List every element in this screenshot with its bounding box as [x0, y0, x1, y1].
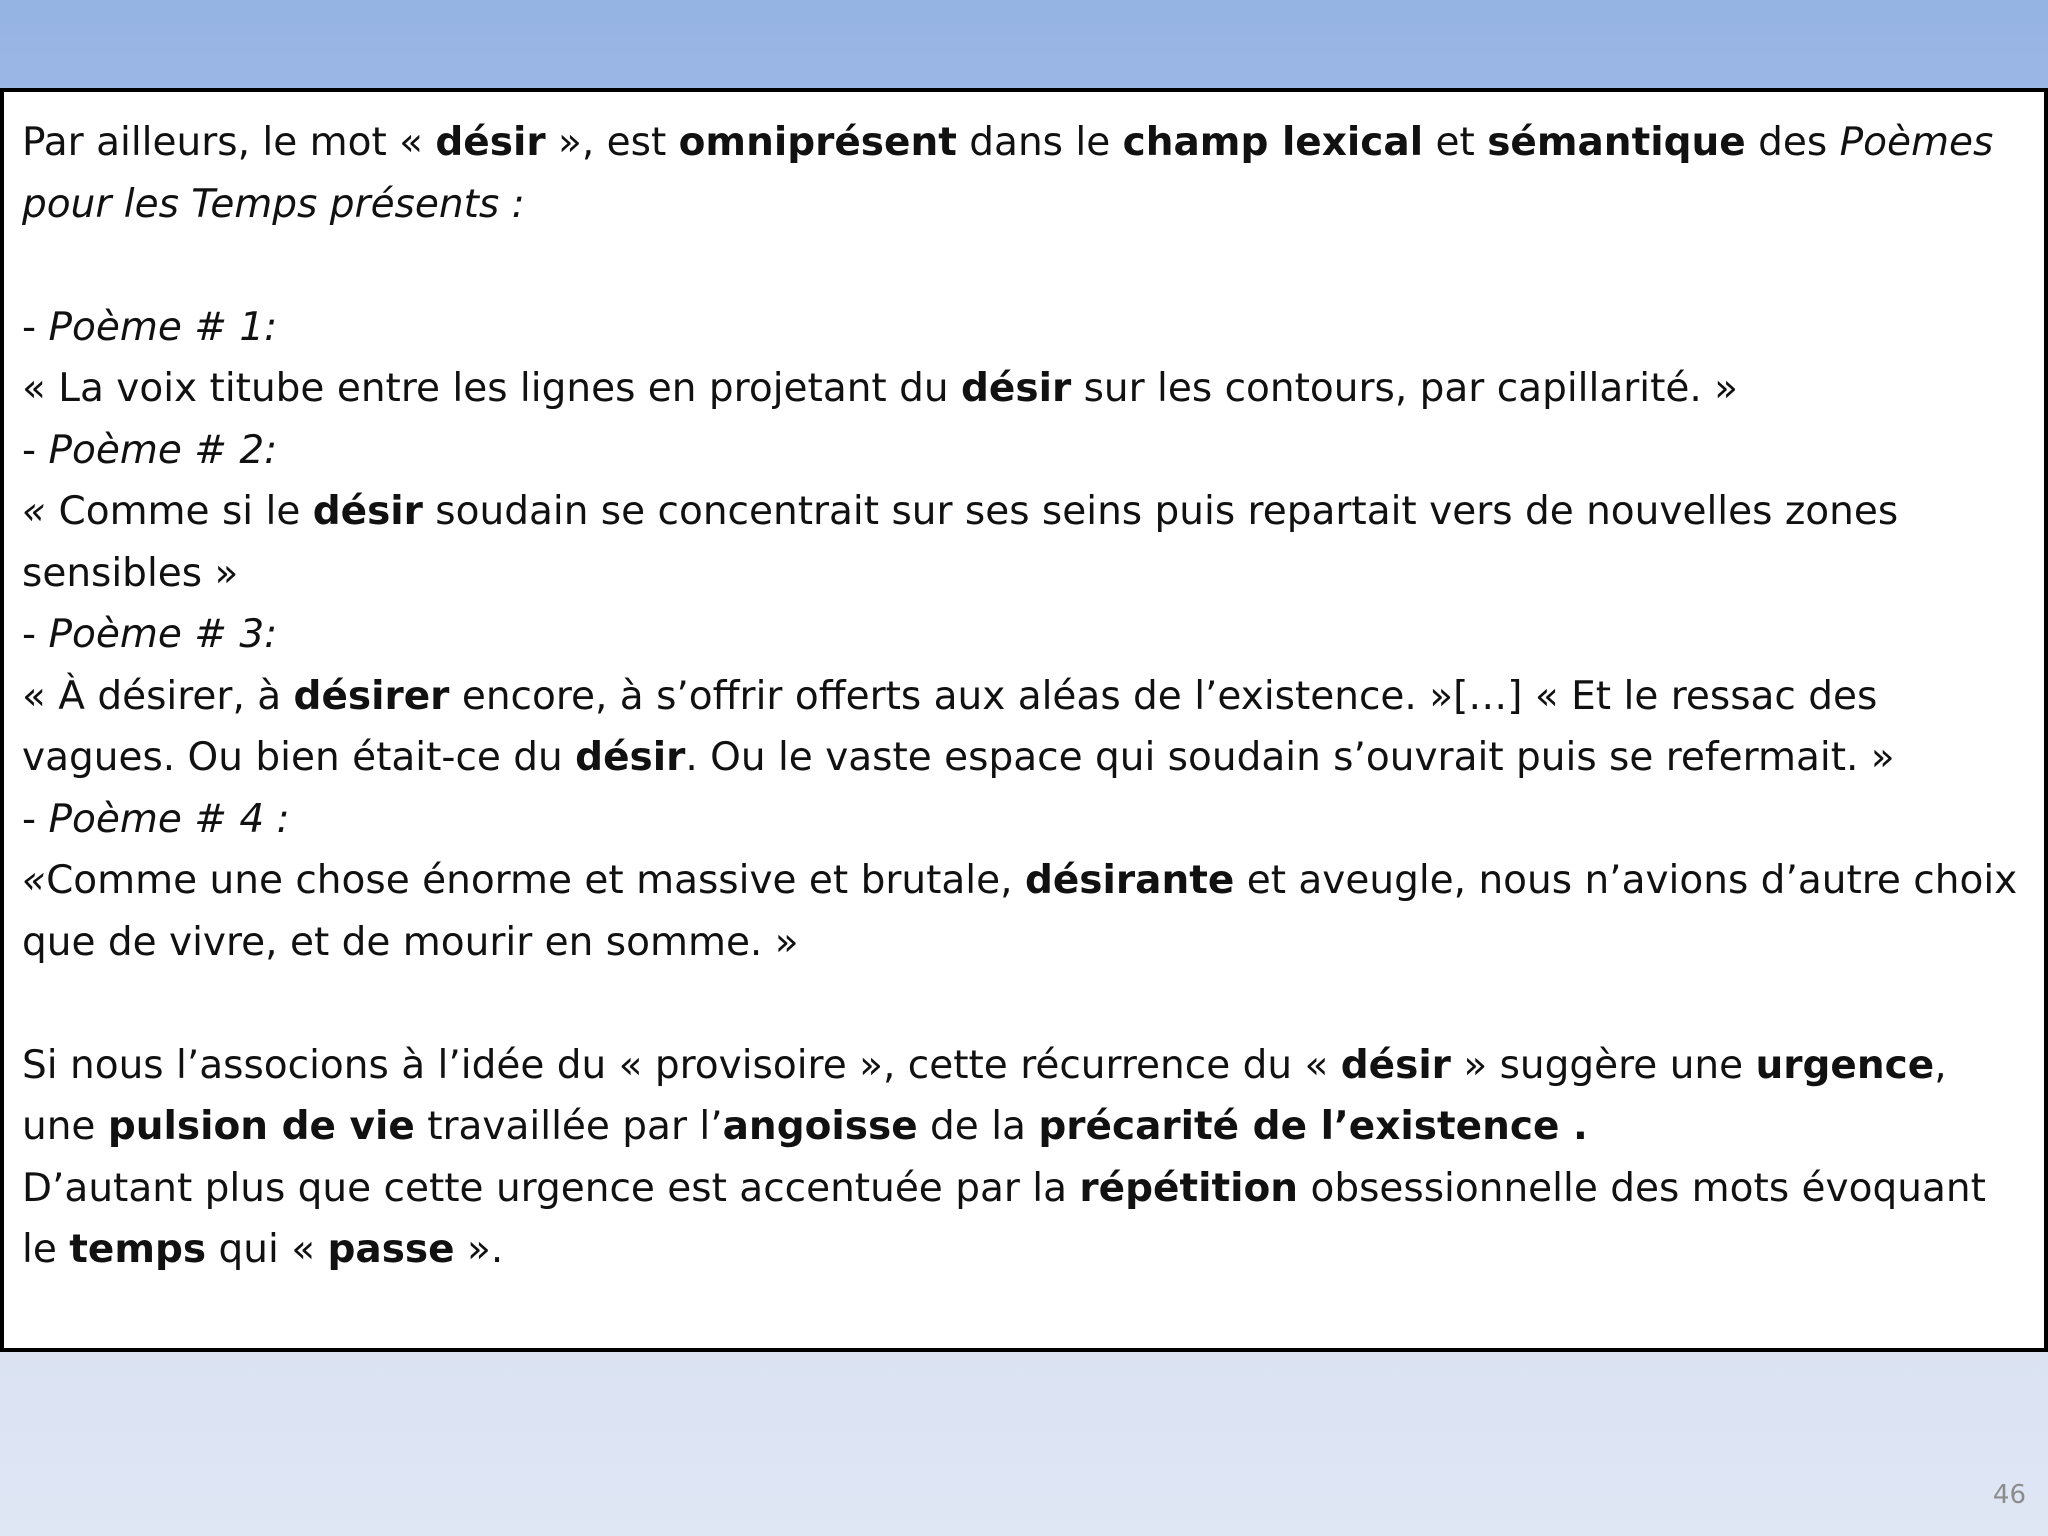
keyword-omnipresent: omniprésent: [678, 120, 957, 165]
poem-heading: Poème # 2:: [48, 427, 278, 473]
list-dash: -: [22, 612, 49, 657]
final-paragraph: [22, 1158, 2026, 1281]
keyword-desirante: désirante: [1024, 858, 1235, 903]
keyword-desir: désir: [575, 735, 686, 780]
list-dash: -: [22, 427, 49, 473]
conclusion-text: » suggère une: [1450, 1042, 1756, 1088]
poem-heading: Poème # 1:: [48, 304, 278, 350]
keyword-precarite: précarité de l’existence .: [1038, 1104, 1588, 1149]
spacer: [22, 235, 2026, 297]
poem4-heading: [22, 789, 2026, 851]
keyword-desir: désir: [961, 366, 1072, 411]
quote-text: « À désirer, à: [22, 673, 294, 719]
keyword-desir: désir: [1340, 1042, 1451, 1088]
poem2-heading: [22, 420, 2026, 482]
poem-heading: Poème # 4 :: [48, 796, 290, 842]
conclusion-text: travaillée par l’: [414, 1104, 723, 1149]
keyword-desir: désir: [435, 120, 546, 165]
conclusion-text: Si nous l’associons à l’idée du « provisoire », cette récurrence du «: [22, 1042, 1341, 1088]
poem3-quote: [22, 666, 2026, 789]
keyword-champ-lexical: champ lexical: [1122, 120, 1424, 165]
list-dash: -: [22, 796, 49, 842]
poem4-quote: [22, 850, 2026, 973]
page-number: 46: [1992, 1480, 2026, 1510]
conclusion-text: obsessionnelle des mots évoquant le: [22, 1165, 1986, 1272]
conclusion-text: D’autant plus que cette urgence est accentuée par la: [22, 1165, 1080, 1211]
conclusion-text: de la: [917, 1104, 1039, 1149]
intro-text: Par ailleurs, le mot «: [22, 120, 436, 165]
list-dash: -: [22, 304, 49, 350]
intro-text: », est: [545, 120, 679, 165]
poem2-quote: [22, 481, 2026, 604]
quote-mark: «: [22, 858, 47, 903]
conclusion-text: qui «: [206, 1227, 328, 1272]
quote-mark: «: [22, 489, 47, 534]
conclusion-text: ».: [454, 1227, 504, 1272]
quote-text: sur les contours, par capillarité. »: [1071, 366, 1739, 411]
book-title: Poèmes pour les Temps présents :: [22, 120, 1994, 227]
intro-text: dans le: [956, 120, 1123, 165]
keyword-repetition: répétition: [1079, 1165, 1299, 1211]
quote-text: « La voix titube entre les lignes en projetant du: [22, 366, 961, 411]
slide-text-box: [0, 88, 2048, 1352]
conclusion-paragraph: [22, 1035, 2026, 1158]
quote-text: encore, à s’offrir offerts aux aléas de l’existence. »[…] « Et le ressac des vagues. Ou bien était-ce du: [22, 673, 1878, 780]
keyword-passe: passe: [327, 1227, 455, 1272]
conclusion-text: , une: [22, 1042, 1947, 1149]
intro-text: et: [1423, 120, 1488, 165]
quote-text: soudain se concentrait sur ses seins puis repartait vers de nouvelles zones sensibles »: [22, 489, 1899, 596]
intro-paragraph: [22, 112, 2026, 235]
keyword-desirer: désirer: [293, 673, 450, 719]
quote-text: Comme si le: [46, 489, 313, 534]
quote-text: . Ou le vaste espace qui soudain s’ouvrait puis se refermait. »: [685, 735, 1895, 780]
keyword-desir: désir: [312, 489, 423, 534]
quote-text: Comme une chose énorme et massive et brutale,: [46, 858, 1025, 903]
keyword-pulsion-de-vie: pulsion de vie: [107, 1104, 415, 1149]
keyword-temps: temps: [69, 1227, 207, 1272]
poem1-quote: [22, 358, 2026, 420]
poem1-heading: [22, 297, 2026, 359]
poem3-heading: [22, 604, 2026, 666]
poem-heading: Poème # 3:: [48, 612, 278, 657]
spacer: [22, 973, 2026, 1035]
intro-text: des: [1745, 120, 1840, 165]
keyword-urgence: urgence: [1755, 1042, 1935, 1088]
keyword-semantique: sémantique: [1487, 120, 1746, 165]
quote-text: et aveugle, nous n’avions d’autre choix que de vivre, et de mourir en somme. »: [22, 858, 2018, 965]
keyword-angoisse: angoisse: [722, 1104, 918, 1149]
